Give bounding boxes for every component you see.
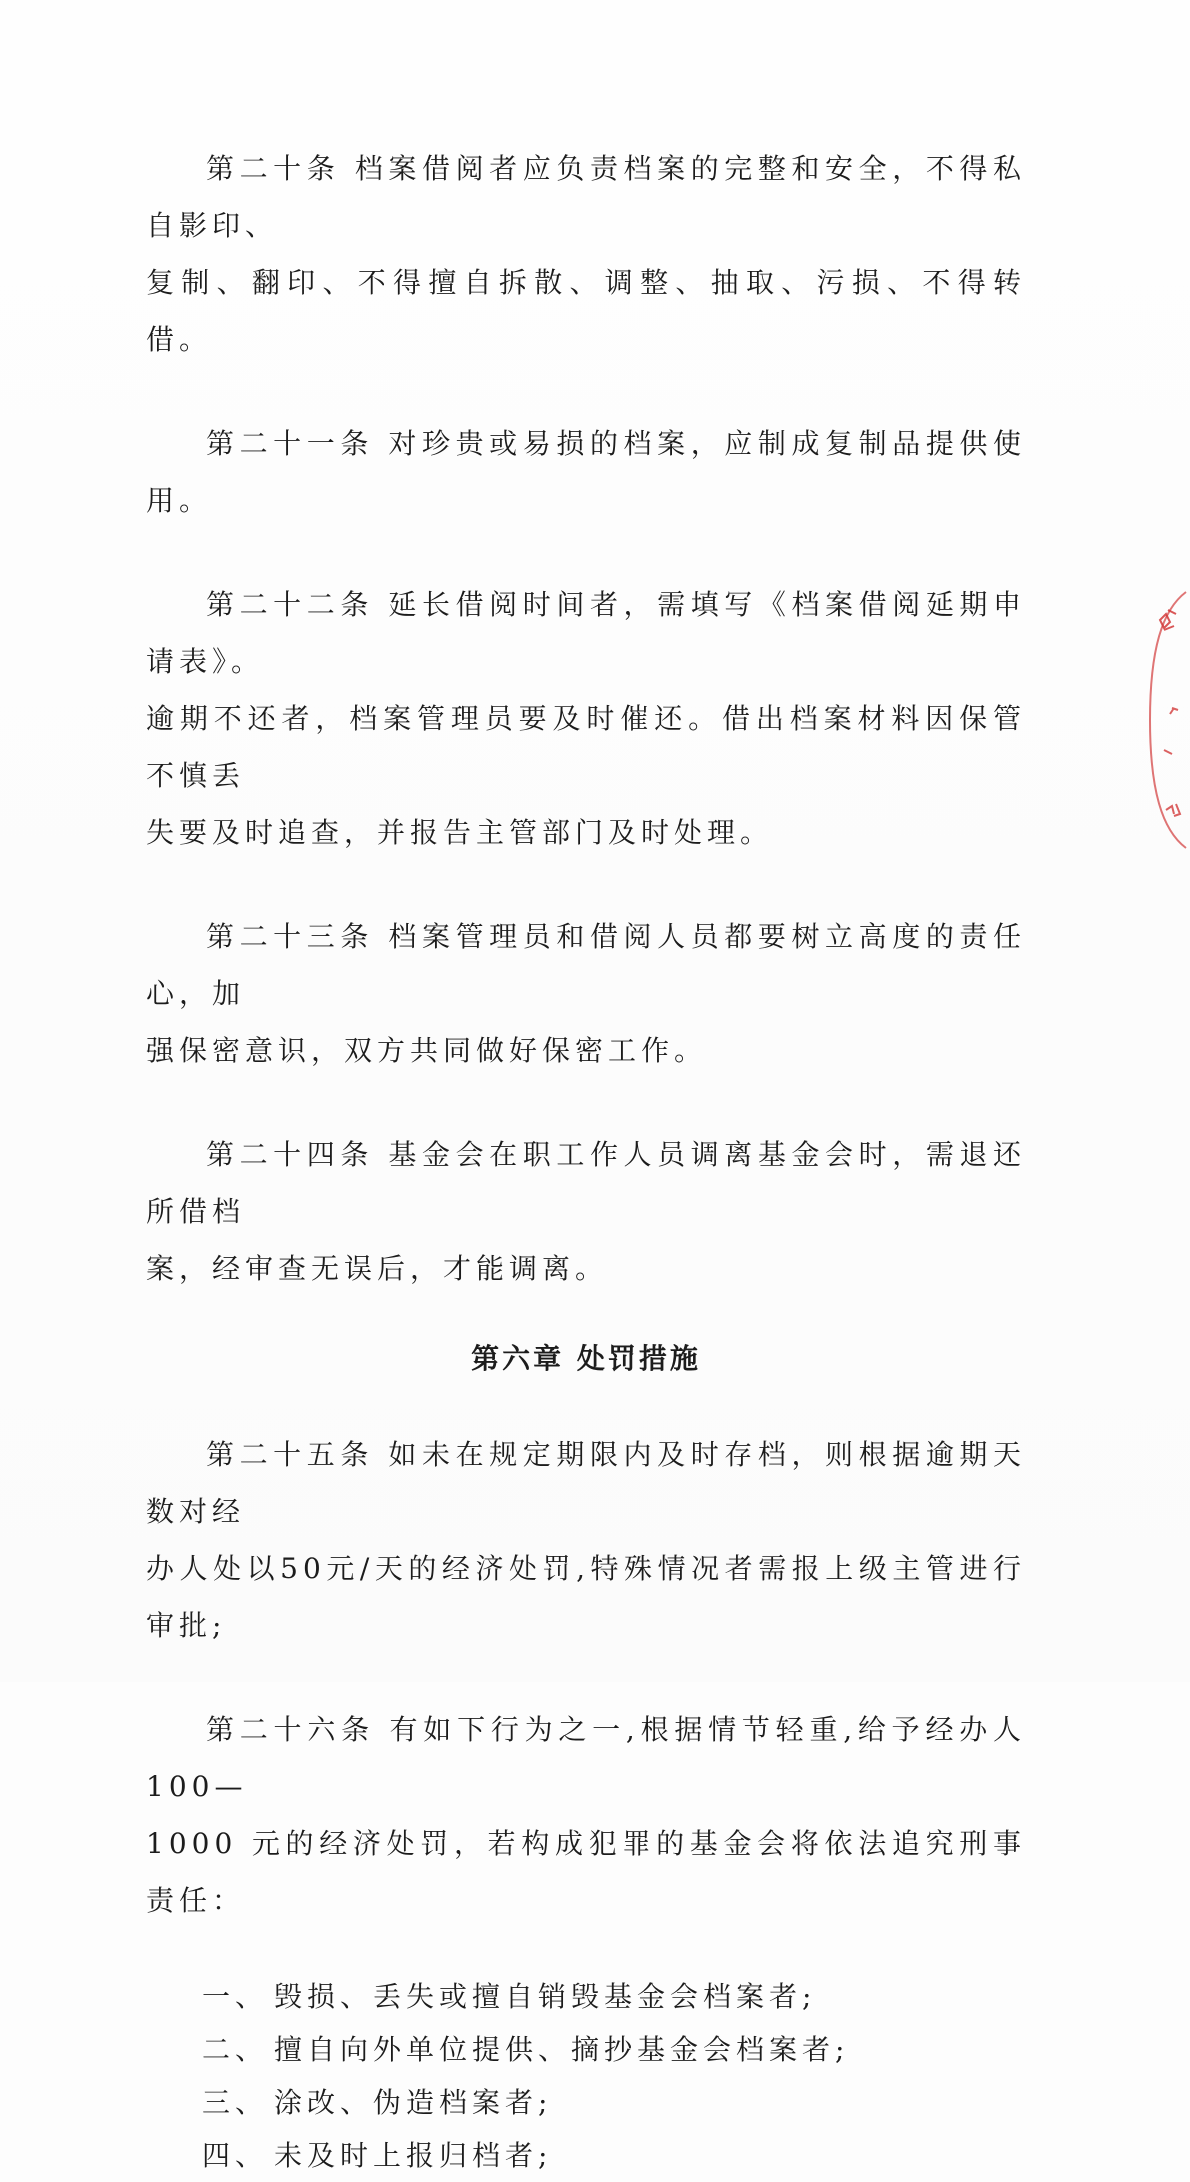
list-item [146,2076,1026,2129]
chapter-title: 第六章 处罚措施 [471,1342,701,1375]
list-item-number: 一、 [202,1980,269,2013]
list-item [146,2023,1026,2076]
list-item [146,2129,1026,2182]
article-line: 第二十四条 基金会在职工作人员调离基金会时，需退还所借档 [146,1138,1026,1228]
article-line: 第二十六条 有如下行为之一,根据情节轻重,给予经办人 100— [146,1713,1026,1803]
list-item-number: 四、 [202,2139,269,2172]
article-line: 第二十三条 档案管理员和借阅人员都要树立高度的责任心，加 [146,920,1026,1010]
article-line: 第二十一条 对珍贵或易损的档案，应制成复制品提供使用。 [146,427,1026,517]
list-item-number: 三、 [202,2086,269,2119]
article-line: 第二十五条 如未在规定期限内及时存档，则根据逾期天数对经 [146,1438,1026,1528]
seal-stamp-partial [1142,590,1190,850]
article-20 [146,140,1026,368]
penalty-list [146,1970,1026,2182]
document-body [146,140,1026,2182]
article-line: 办人处以50元/天的经济处罚,特殊情况者需报上级主管进行审批; [146,1552,1026,1642]
article-line: 第二十二条 延长借阅时间者，需填写《档案借阅延期申请表》。 [146,588,1026,678]
article-22 [146,576,1026,861]
seal-icon [1142,590,1190,850]
article-line: 1000 元的经济处罚，若构成犯罪的基金会将依法追究刑事责任： [146,1827,1026,1917]
article-line: 第二十条 档案借阅者应负责档案的完整和安全，不得私自影印、 [146,152,1026,242]
article-line: 复制、翻印、不得擅自拆散、调整、抽取、污损、不得转借。 [146,266,1026,356]
article-23 [146,908,1026,1079]
article-26 [146,1701,1026,1929]
article-line: 失要及时追查，并报告主管部门及时处理。 [146,816,774,849]
article-25 [146,1426,1026,1654]
article-line: 强保密意识，双方共同做好保密工作。 [146,1034,708,1067]
list-item-text: 擅自向外单位提供、摘抄基金会档案者; [274,2033,850,2066]
list-item [146,1970,1026,2023]
list-item-text: 未及时上报归档者; [274,2139,553,2172]
article-line: 案，经审查无误后，才能调离。 [146,1252,609,1285]
list-item-text: 毁损、丢失或擅自销毁基金会档案者; [274,1980,817,2013]
list-item-text: 涂改、伪造档案者; [274,2086,553,2119]
list-item-number: 二、 [202,2033,269,2066]
article-24 [146,1126,1026,1297]
article-line: 逾期不还者，档案管理员要及时催还。借出档案材料因保管不慎丢 [146,702,1026,792]
article-21 [146,415,1026,529]
